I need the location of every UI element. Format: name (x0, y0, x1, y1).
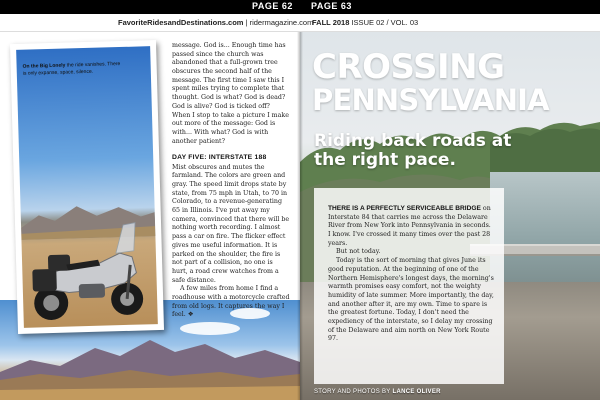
left-paragraph-3: A few miles from home I find a roadhouse with a motorcycle crafted from old logs. It captures the way I feel. ❖ (172, 285, 290, 319)
running-head (0, 14, 600, 32)
page-gutter (297, 32, 303, 400)
article-title-line-2: PENNSYLVANIA (312, 83, 549, 117)
motorcycle-photo-card (10, 40, 164, 334)
intro-paragraph-1 (328, 204, 494, 248)
site-url[interactable] (118, 18, 313, 27)
article-title-line-1: CROSSING (312, 47, 505, 87)
page-number-left: PAGE 62 (252, 1, 293, 11)
top-bar (0, 0, 600, 14)
section-subhead: DAY FIVE: INTERSTATE 188 (172, 154, 267, 162)
right-page (300, 32, 600, 400)
intro-paragraph-2: But not today. (336, 248, 381, 256)
byline (314, 389, 441, 395)
photo-caption-bold: On the Big Lonely (22, 62, 66, 70)
intro-lead: THERE IS A PERFECTLY SERVICEABLE BRIDGE (328, 205, 481, 212)
site-url-rest: | ridermagazine.com (243, 18, 314, 27)
intro-paragraph-1-text: on Interstate 84 that carries me across the Delaware River from New York into Pennsylvania in seconds. I know. I've crossed it many times over the past 28 years. (328, 205, 491, 247)
site-url-bold: FavoriteRidesandDestinations.com (118, 18, 244, 27)
left-paragraph-1: message. God is... Enough time has passed since the church was abandoned that a full-grown tree obscures the second half of the message. The first time I saw this I spent miles trying to complete that thought. God is what? God is dead? God is alive? God is ticked off? When I stop to take a picture I make out more of the message: God is with... With what? God is with another patient? (172, 42, 289, 145)
left-page (0, 32, 300, 400)
motorcycle-icon (27, 212, 154, 325)
issue-volume: ISSUE 02 / VOL. 03 (349, 18, 419, 27)
byline-author: LANCE OLIVER (392, 389, 441, 395)
byline-label: STORY AND PHOTOS BY (314, 389, 393, 395)
photo-caption-rest: the ride vanishes. There is only expanse, space, silence. (22, 61, 121, 77)
intro-paragraph-3: Today is the sort of morning that gives June its good reputation. At the beginning of one of the Northern Hemisphere's longest days, the morning's warmth promises easy comfort, not the weighty humidity of late summer. More importantly, the day, and another after it, are my own. Time to spare is the greatest fortune. Today, I don't need the expediency of the interstate, so I delay my crossing of the Delaware and aim north on New York Route 97. (328, 257, 494, 343)
page-number-right: PAGE 63 (311, 1, 352, 11)
left-paragraph-2: Mist obscures and mutes the farmland. The colors are green and gray. The speed limit drops state by state, from 75 mph in Utah, to 70 in Colorado, to a revenue-generating 65 in Illinois. I've put away my camera, convinced that there will be nothing worth recording. I almost pass a car on fire. The flicker effect gives me useful information. It is parked on the shoulder, the fire is not part of a collision, no one is hurt, a road crew watches from a safe distance. (172, 163, 290, 284)
article-deck: Riding back roads at the right pace. (314, 131, 512, 171)
photo-caption (23, 61, 123, 77)
article-intro-box (314, 188, 504, 384)
river-image (490, 172, 600, 292)
left-text-column (172, 42, 290, 320)
motorcycle-photo (16, 46, 158, 328)
issue-season: FALL 2018 (312, 18, 350, 27)
issue-info (312, 18, 418, 27)
